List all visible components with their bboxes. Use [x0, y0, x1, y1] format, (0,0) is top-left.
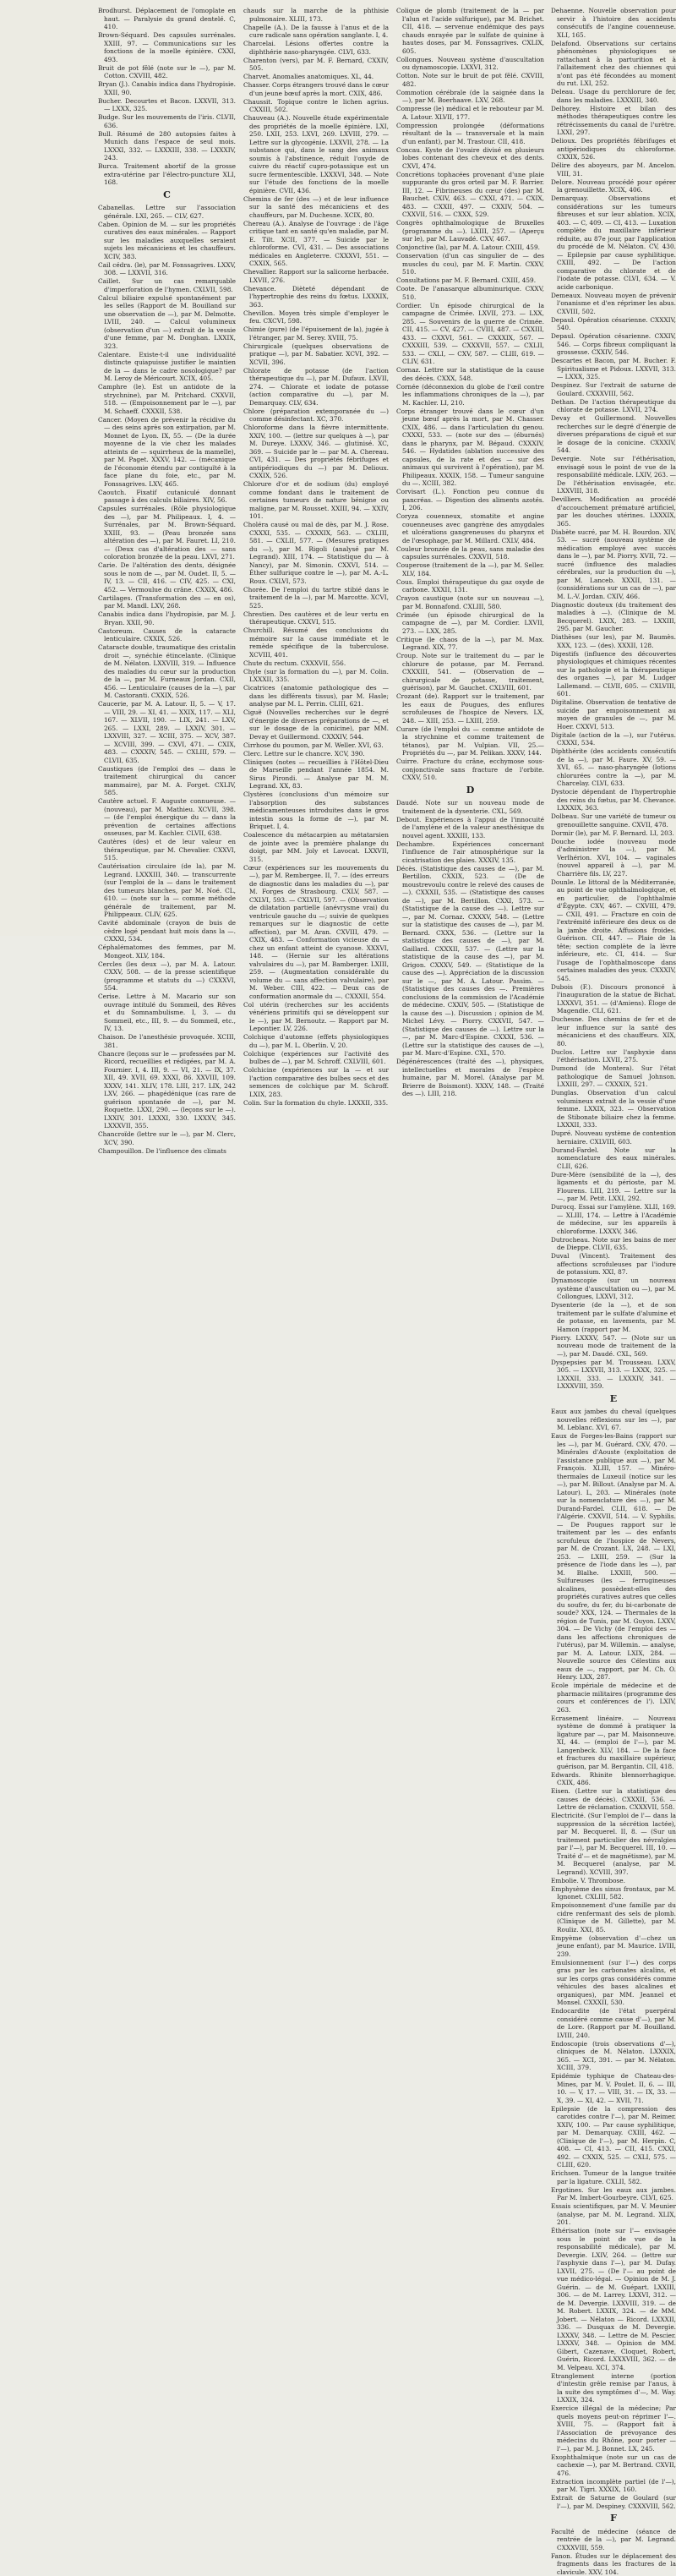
index-entry: Chevillon. Moyen très simple d'employer le feu. CXCVI, 598.	[243, 309, 389, 325]
index-entry: Delhorey. Histoire et bilan des méthodes thérapeutiques contre les rétrécissements du canal de l'urètre. LXXI, 297.	[551, 105, 676, 137]
index-entry: Conservation (d'un cas singulier de — des muscles du cou), par M. F. Martin. CXXV, 510.	[396, 252, 544, 276]
index-entry: Emulsionnement (sur l'—) des corps gras par les carbonates alcalins, et sur les corps gras considérés comme véhicules des bases alcalines et organiques), par MM. Jeannel et Monsel. CXXXII, 530.	[551, 1959, 676, 2007]
index-entry: Cœur (expériences sur les mouvements du —), par M. Rembergee. II, 7. — (des erreurs de diagnostic dans les maladies du —), par M. Forges de Strasbourg. CXLV, 587. — CXLVI, 593. — CXLVII, 597. — (Observation de dilatation partielle (anévrysme vrai) du ventricule gauche du —; suivie de quelques remarques sur le diagnostic de cette affection), par M. Aran. CXVIII, 479. — CXIX, 483. — Conformation vicieuse du — chez un enfant atteint de cyanose. XXXVI, 148. — (Hernie sur les altérations valvulaires du —), par M. Bamberger. LXIII, 259. — (Augmentation considérable du volume du — sans affection valvulaire), par M. Weber. CIII, 422. — Deux cas de conformation anormale du —. CXXXII, 554.	[243, 864, 389, 1001]
index-entry: Duclos. Lettre sur l'asphyxie dans l'éthérisation. LXVII, 275.	[551, 1048, 676, 1064]
index-entry: Eisen. (Lettre sur la statistique des causes de décès). CXXXII, 536. — Lettre de réclamation. CXXXVII, 558.	[551, 1787, 676, 1812]
index-entry: Congrès ophthalmologique de Bruxelles (programme du —). LXIII, 257. — (Aperçu sur le), par M. Lauvadé. CXV, 467.	[396, 219, 544, 243]
index-entry: Dubois (F.). Discours prononcé à l'inauguration de la statue de Bichat. LXXXVI, 351. — (d'Amiens). Éloge de Magendie. CLI, 621.	[551, 983, 676, 1015]
index-entry: Delore. Nouveau procédé pour opérer la grenouillette. XCIX, 406.	[551, 178, 676, 194]
index-entry: Caben. Opinion de M. — sur les propriétés curatives des eaux minérales. — Rapport sur les maladies auxquelles seraient sujets les mécaniciens et les chauffeurs. XCIV, 383.	[98, 221, 236, 261]
section-letter-e: E	[551, 1395, 676, 1403]
index-entry: Chrestien. Des cautères et de leur vertu en thérapeutique. CXXVI, 515.	[243, 610, 389, 626]
index-entry: Coalescence du métacarpien au métatarsien de jointe avec la première phalange du doigt, par MM. Joly et Lavocat. LXXVII, 315.	[243, 831, 389, 863]
index-entry: Chevance. Dièteté dépendant de l'hypertrophie des reins du fœtus. LXXXIX, 363.	[243, 285, 389, 309]
index-entry: Délire des aboyeurs, par M. Ancelon. VIII, 31.	[551, 161, 676, 178]
index-entry: Eaux de Forges-les-Bains (rapport sur les —), par M. Guérard. CXV, 470. — Minérales d'Aouste (exploitation de l'assistance publique aux —), par M. François. XLIII, 157. — Minéro-thermales de Luxeuil (notice sur les —), par M. Billout. (Analyse par M. A. Latour). L, 203. — Minérales (note sur la nomenclature des —), par M. Durand-Fardel. CLII, 618. — De l'Algérie. CXXVII, 514. — V. Syphilis. — De Pougues rapport sur le traitement par les — des enfants scrofuleux de l'hospice de Nevers, par M. de Crozant. LX, 248. — LXI, 253. — LXIII, 259. — (Sur la présence de l'iode dans les —), par M. Blalhe. LXXIII, 500. — Sulfureuses (les — ferrugineuses alcalines, possèdent-elles des propriétés curatives autres que celles du soufre, du fer, du bi-carbonate de soude? XXX, 124. — Thermales de la région de Tunis, par M. Guyon. LXXV, 304. — De Vichy (de l'emploi des — dans les affections chroniques de l'utérus), par M. Willemin. — analyse, par M. A. Latour. LXIX, 284. — Nouvelle source des Célestins aux eaux de —, rapport, par M. Ch. O. Henry. LXX, 287.	[551, 1432, 676, 1682]
index-entry: Diagnostic douteux (du traitement des maladies à —). (Clinique de M. Becquerel). LXIX, 283. — LXXIII, 295. par M. Gaucher.	[551, 601, 676, 633]
index-entry: Devilliers. Modification au procédé d'accouchement prématuré artificiel, par les douches utérines. LXXXIX, 365.	[551, 495, 676, 528]
index-entry: Colchique (expériences sur l'activité des bulbes de —), par M. Schroff. CXLVIII, 601.	[243, 1050, 389, 1066]
section-letter-d: D	[396, 786, 544, 795]
index-entry: Durand-Fardel. Note sur la nomenclature des eaux minérales. CLII, 626.	[551, 1146, 676, 1171]
index-entry: Electricité. (Sur l'emploi de l'— dans la suppression de la sécrétion lactée), par M. Becquerel. II, 8. — (Sur un traitement particulier des névralgies par l'—), par M. Becquerel. III, 10. — Traité d'— et de magnétisme), par M. M. Becquerel (analyse, par M. Legrand). XCVIII, 397.	[551, 1812, 676, 1876]
index-entry: Cerise. Lettre à M. Macario sur son ouvrage intitulé du Sommeil, des Rêves et du Somnambulisme. I, 3. — du Sommeil, etc., III, 9. — du Sommeil, etc., IV, 13.	[98, 993, 236, 1033]
index-entry: Ecrasement linéaire. — Nouveau système de dommé à pratiquer la ligature par —, par M. Maisonneuve. XI, 44. — (emploi de l'—), par M. Langenbeck. XLV, 184. — De la face et fractures du maxillaire supérieur, guérison, par M. Bergantin. CII, 418.	[551, 1715, 676, 1771]
index-entry: Chute du rectum. CXXXVII, 556.	[243, 659, 389, 668]
index-entry: Champouillon. De l'influence des climats	[98, 1147, 236, 1156]
index-entry: Dure-Mère (sensibilité de la —), des ligaments et du périoste, par M. Flourens. LIII, 219. — Lettre sur la —, par M. Petit. LXXI, 292.	[551, 1171, 676, 1203]
index-entry: Emphysème des sinus frontaux, par M. Ignonet. CXLIII, 582.	[551, 1885, 676, 1901]
index-entry: Epilepsie (de la compression des carotides contre l'—), par M. Reimer. XXIV, 100. — Par cause syphilitique, par M. Demarquay. CXIII, 462. — (Clinique de l'—), par M. Herpin. C, 408. — CI, 413. — CII, 415. CXXI, 492. — CXXIX, 525. — CXLI, 575. — CLIII, 620.	[551, 2105, 676, 2169]
index-entry: Charenton (vers), par M. F. Bernard, CXXIV, 505.	[243, 57, 389, 73]
index-entry: Conjonctive (la), par M. A. Latour. CXIII, 459.	[396, 243, 544, 252]
index-entry: Crozant (de). Rapport sur le traitement, par les eaux de Pougues, des enflures scrofuleuses de l'hospice de Nevers. LX, 248. — XIII, 253. — LXIII, 259.	[396, 692, 544, 725]
index-entry: Extrait de Saturne de Goulard (sur l'—), par M. Despiney. CXXXVIII, 562.	[551, 2494, 676, 2510]
index-entry: Chancroïde (lettre sur le —), par M. Clerc, XCV, 390.	[98, 1130, 236, 1146]
index-entry: Dolbeau. Sur une variété de tumeur ou grenouillette sanguine. CXVII, 478.	[551, 812, 676, 829]
index-entry: Edwards. Rhinite blennorrhagique. CXIX, 486.	[551, 1771, 676, 1787]
index-entry: Colin. Sur la formation du chyle. LXXXII, 335.	[243, 1099, 389, 1108]
index-entry: Crimée (un épisode chirurgical de la campagne de —), par M. Cordier. LXVII, 273. — LXX, 285.	[396, 611, 544, 636]
index-entry: Chlorate de potasse (de l'action thérapeutique du —), par M. Dufaux. LXVII, 274. — Chlorate et iodate de potasse (action comparative du —), par M. Demarquay. CLV, 634.	[243, 367, 389, 407]
index-entry: Digitale (action de la —), sur l'utérus. CXXXI, 534.	[551, 731, 676, 747]
index-entry: Eaux aux jambes du cheval (quelques nouvelles réflexions sur les —), par M. Leblanc. XVI, 67.	[551, 1408, 676, 1432]
index-entry: Piorry. LXXXV, 547. — (Note sur un nouveau mode de traitement de la —), par M. Daudé. CXL, 569.	[551, 1334, 676, 1359]
index-entry: Cicatrices (anatomie pathologique des — dans les différents tissus), par M. Hasle; analyse par M. L. Perrin. CLIII, 621.	[243, 684, 389, 708]
index-entry: Ciguë (Nouvelles recherches sur le degré d'énergie de diverses préparations de —, et sur le dosage de la conicine), par MM. Devay et Guillermond. CXXXIV, 544.	[243, 708, 389, 741]
index-entry: Chancre (leçons sur le — professées par M. Ricord, recueillies et rédigées, par M. A. Fournier. I, 4. III, 9. — VI, 21. — IX, 37. XII, 49. XVII, 69. XXXI, 86. XXVIII, 109. XXXV, 141. XLIV, 178. LIII, 217. LIX, 242 LXV, 266. — phagédénique (cas rare de guérison spontanée de —), par M. Roquette. LXXI, 290. — (leçons sur le —). LXXIV, 301. LXXXI, 330. LXXXV, 345. LXXXVII, 355.	[98, 1050, 236, 1130]
index-entry: Diabète sucré, par M. H. Bourdon. XIV, 53. — sucré (nouveau système de médication employé avec succès dans le —), par M. Piorry. XVII, 72. — sucré (influence des maladies cérébrales, sur la production du —), par M. Lanceb. XXXII, 131. — (considérations sur un cas de —), par M. L.-V. Jordan. CXIV, 466.	[551, 528, 676, 601]
index-entry: Céphalématomes des femmes, par M. Mongeot. XLV, 184.	[98, 943, 236, 960]
index-entry: chauds sur la marche de la phthisie pulmonaire. XLIII, 173.	[243, 7, 389, 23]
index-entry: Dystocie dépendant de l'hypertrophie des reins du fœtus, par M. Chevance. LXXXIX, 363.	[551, 788, 676, 812]
index-entry: Ergotines. Sur les eaux aux jambes. Par M. Imbert-Gourbeyre. CLVI, 625.	[551, 2186, 676, 2202]
index-entry: Depaul. Opération césarienne. CXXXIV, 540.	[551, 316, 676, 332]
index-entry: Canabis indica dans l'hydropisie, par M. J. Bryan. XXII, 90.	[98, 610, 236, 626]
index-entry: Epidémie typhique de Chateau-des-Mines, par M. V. Poulet. II, 6. — III, 10. — V, 17. — VIII, 31. — IX, 33. — X, 39. — XI, 42. — XVII, 71.	[551, 2072, 676, 2104]
index-entry: Choléra causé ou mal de dès, par M. J. Rose. CXXXI, 535. — CXXXIX, 563. — CXLIII, 581. — CXLII, 577. — (Mesures pratiques du —), par M. Rigoli (analysé par M. Legrand). XIII, 174. — Statistique du — à Nancy), par M. Simonin. CXXVI, 514. — Éther sulfurique contre le —), par M. A.-L. Roux. CXLVI, 573.	[243, 521, 389, 585]
index-entry: Couperose (traitement de la —), par M. Seller. XLV, 184.	[396, 561, 544, 577]
index-entry: Colchicine (expériences sur la — et sur l'action comparative des bulbes secs et des semences de colchique par M. Schroff. LXIX, 283.	[243, 1066, 389, 1098]
section-letter-c: C	[98, 191, 236, 200]
index-entry: Chemins de fer (des —) et de leur influence sur la santé des mécaniciens et des chauffeurs, par M. Duchesne. XCIX, 80.	[243, 195, 389, 220]
index-entry: Descartes et Bacon, par M. Bucher. F. Spiritualisme et Pidoux. LXXVII, 313. — LXXX, 325.	[551, 357, 676, 381]
index-entry: Depaul. Opération césarienne. CXXIV, 546. — Corps fibreux compliquant la grossesse. CXXIV, 546.	[551, 332, 676, 357]
index-entry: Cataracte double, traumatique des cristalin droit —, synéchie étincelante. (Clinique de M. Nélaton. LXXVIII, 319. — Influence des maladies du cœur sur la production de la —, par M. Furneaux Jordan. CXII, 456. — Lenticulaire (causes de la —), par M. Castoranti. CXXIX, 526.	[98, 643, 236, 700]
index-entry: Calcul biliaire expulsé spontanément par les selles (Rapport de M. Bouilland sur une observation de —), par M. Delmotte. LVIII, 240. — Calcul volumineux (observation d'un —) extrait de la vessie d'une femme, par M. Donghan. LXXIX, 323.	[98, 294, 236, 351]
index-entry: Dégénérescences (traité des —), physiques, intellectuelles et morales de l'espèce humaine, par M. Morel. (Analyse par M. Brierre de Boismont). XXXV, 148. — (Traité des —). LIII, 218.	[396, 1058, 544, 1098]
index-entry: Décès. (Statistique des causes de —), par M. Bertillon. CXXIX, 523. — (De de moustrevoulu contre le relevé des causes de —). CXXXII, 535. — (Statistique des causes de —), par M. Bertillon. CXXI, 573. — (Statistique de la cause des —). Lettre sur —, par M. Cornaz. CXXXV, 548. — (Lettre sur la statistique des causes de —), par M. Bernard. CXXX, 536. — (Lettre sur la statistique des causes de —), par M. Gaillard. CXXXII, 537. — (Lettre sur la statistique de la cause des —), par M. Grigon. CXXXV, 549. — (Statistique de la cause des —). Appréciation de la discussion sur le —, par M. A. Latour. Passim. — (Statistique des causes des —. Premières conclusions de la commission de l'Académie de médecine. CXXIV, 505. — (Statistique de la cause des —). Discussion ; opinion de M. Michel Lévy. — Piorry. CXXVII, 547. — (Statistique des causes de —). Lettre sur la —, par M. Marc-d'Espine. CXXXI, 536. — (Lettre sur la statistique des causes de —), par M. Marc-d'Espine. CXL, 570.	[396, 865, 544, 1058]
index-entry: Chloroforme dans la fièvre intermittente. XXIV, 100. — (lettre sur quelques à —), par M. Dureye. LXXXV, 346. — glutinisé. XC, 369. — Suicide par le — par M. A. Chereau. CVI, 431. — Des propriétés fébrifuges et antipériodiques du —) par M. Delioux. CXXIX, 526.	[243, 424, 389, 480]
index-entry: Dunglas. Observation d'un calcul volumineux extrait de la vessie d'une femme. LXXIX, 323. — Observation de Stibonate biliaire chez la femme. LXXXII, 333.	[551, 1089, 676, 1129]
index-entry: Chlore (préparation extemporanée du —) comme désinfectant. XC, 370.	[243, 407, 389, 424]
index-entry: Curare (de l'emploi du — comme antidote de la strychnine et comme traitement de tétanos), par M. Vulpian. VII, 25.— Propriétés du —, par M. Pelikan. XXXV, 144.	[396, 725, 544, 757]
index-entry: Burca. Traitement abortif de la grosse extra-utérine par l'électro-puncture XLI, 168.	[98, 162, 236, 187]
index-column-4	[551, 7, 676, 928]
index-entry: Cotton. Note sur le bruit de pot fêlé. CXVIII, 482.	[396, 72, 544, 88]
index-entry: Cercles (les deux —), par M. A. Latour. CXXV, 508. — de la presse scientifique (programme et statuts du —) CXXXVI, 554.	[98, 960, 236, 993]
index-entry: Corvisart (L.). Fonction peu connue du pancréas. — Digestion des aliments azotés. I, 206.	[396, 488, 544, 512]
index-entry: Chyle (sur la formation du —), par M. Colin. LXXXII, 335.	[243, 668, 389, 684]
index-entry: Cuirre. Fracture du crâne, ecchymose sous-conjonctivale sans fracture de l'orbite. CXXV, 510.	[396, 757, 544, 782]
index-entry: Chaussit. Topique contre le lichen agrius. CXXIII, 502.	[243, 98, 389, 114]
index-entry: Colique de plomb (traitement de la — par l'alun et l'acide sulfurique), par M. Brichet. CII, 418. — servenue endémique des pays chauds enrayée par le sulfate de quinine à hautes doses, par M. Fonssagrives. CXLIX, 605.	[396, 7, 544, 55]
index-entry: Critique (le chaos de la —), par M. Max. Legrand. XIX, 77.	[396, 636, 544, 652]
index-entry: Chauveau (A.). Nouvelle étude expérimentale des propriétés de la moelle épinière. LXI, 250. LXII, 253. LXVI, 269. LXVIII, 279. — Lettre sur la glycogénie. LXXVII, 278. — La substance qui, dans le sang des animaux soumis à l'abstinence, réduit l'oxyde de cuivre du réactif cupro-potassique est un sucre fermentescible. LXXXVI, 348. — Note sur l'étude des fonctions de la moelle épinière. CVII, 436.	[243, 114, 389, 194]
index-entry: Dehaenne. Nouvelle observation pour servir à l'histoire des accidents consécutifs de l'angine couenneuse. XLI, 165.	[551, 7, 676, 39]
index-entry: Chapelle (A.). De la fausse à l'anus et de la cure radicale sans opération sanglante. I, 4.	[243, 24, 389, 40]
index-entry: Brodhurst. Déplacement de l'omoplate en haut. — Paralysie du grand dentelé. C, 410.	[98, 7, 236, 31]
index-entry: Collongues. Nouveau système d'auscultation ou dynamoscopie. LXXVI, 312.	[396, 56, 544, 72]
index-entry: Caoutch. Fixatif cutaniculé donnant passage à des calculs biliaires. XIV, 56.	[98, 489, 236, 505]
index-entry: Brown-Séquard. Des capsules surrénales. XXIII, 97. — Communications sur les fonctions de la moelle épinière. CXXI, 493.	[98, 31, 236, 63]
index-entry: Debout. Expériences à l'appui de l'innocuité de l'amylène et de la valeur anesthésique du nouvel agent. XXXIII, 133.	[396, 816, 544, 840]
index-entry: Deleau. Usage du perchlorure de fer, dans les maladies. LXXXIII, 340.	[551, 88, 676, 104]
index-entry: Fanon. Études sur le déplacement des fragments dans les fractures de la clavicule. XXV, 104.	[551, 2552, 676, 2576]
index-entry: Cautères (des) et de leur valeur en thérapeutique, par M. Chevalier. CXXVI, 515.	[98, 838, 236, 862]
index-entry: Crayon caustique (note sur un nouveau —), par M. Bonnafond. CXLIII, 580.	[396, 594, 544, 610]
index-entry: Concrétions tophacées provenant d'une plaie suppurante du gros orteil par M. F. Barrier. III, 12. — Fibrineuses du cœur (des) par M. Bauchet. CXIV, 463. — CXXI, 471. — CXIX, 483. — CXXII, 497. — CXXIV, 504. — CXXVII, 516. — CXXX, 529.	[396, 171, 544, 219]
index-entry: Devay et Guillermond. Nouvelles recherches sur le degré d'énergie de diverses préparations de ciguë et sur le dosage de la conicine. CXXXIV, 544.	[551, 414, 676, 455]
index-entry: Caillet. Sur un cas remarquable d'imperforation de l'hymen. CXLVII, 598.	[98, 277, 236, 293]
index-entry: Cancer. (Moyen de prévenir la récidive du — des seins après son extirpation, par M. Monnet de Lyon. IX, 55. — (De la durée moyenne de la vie chez les malades atteints de — squirrheux de la mamelle), par M. Paget. XXXV, 142. — (mécanique de l'économie étendu par contiguïté à la face plane du foie, etc., par M. Fonssagrives. LXV, 465.	[98, 416, 236, 489]
index-entry: Digitaline. Observation de tentative de suicide par empoisonnement au moyen de granules de —, par M. Hoer. CXXVI, 513.	[551, 698, 676, 730]
index-entry: Despinez. Sur l'extrait de saturne de Goulard. CXXXVIII, 562.	[551, 381, 676, 397]
index-entry: Exercice illégal de la médecine; Par quels moyens peut-on réprimer l'—. XVIII, 75. — (Rapport fait à l'Association de prévoyance des médecins du Rhône, pour porter — l'—), par M. J. Bonnet. LX, 245.	[551, 2404, 676, 2453]
index-entry: Dyspepsies par M. Trousseau. LXXV, 305. — LXXVII, 313. — LXXX, 325. — LXXXII, 333. — LXXXIV, 341. — LXXXVIII, 359.	[551, 1359, 676, 1391]
index-entry: Bucher. Decourtes et Bacon. LXXVII, 313. — LXXX, 325.	[98, 97, 236, 113]
index-entry: Empyème (observation d'—chez un jeune enfant), par M. Maurice. LVIII, 239.	[551, 1934, 676, 1959]
index-entry: Colchique d'automne (effets physiologiques du —), par M. L. Oberlin. V, 20.	[243, 1033, 389, 1049]
index-entry: Etranglement interne (portion d'intestin grêle remise par l'anus, à la suite des symptômes d'—, M. Way. LXXIX, 324.	[551, 2372, 676, 2404]
index-entry: Cordier. Un épisode chirurgical de la campagne de Crimée. LXVII, 273. — LXX, 285. — Souvenirs de la guerre de Crimée. CII, 415. — CV, 427. — CVIII, 487. — CXXIII, 433. — CXXVI, 561. — CXXXIX, 567. — CXXXIII, 539. — CXXXVII, 557. — CXLII, 533. — CXLI, — CXV, 587. — CLIII, 619. — CLIV, 631.	[396, 302, 544, 366]
index-entry: Cautérisation circulaire (de la), par M. Legrand. LXXXIII, 340. — transcurrente (sur l'emploi de la — dans le traitement des tumeurs blanches, par M. Noé. CL, 610. — (note sur la — comme méthode générale de traitement, par M. Philippeaux. CLIV, 625.	[98, 862, 236, 919]
index-entry: Chasser. Corps étrangers trouvé dans le cœur d'un jeune bœuf après la mort. CXIX, 486.	[243, 81, 389, 97]
index-entry: Cornée (déconnexion du globe de l'œil contre les inflammations chroniques de la —), par M. Kachler. LI, 210.	[396, 383, 544, 407]
index-entry: Charvet. Anomalies anatomiques. XL, 44.	[243, 73, 389, 81]
index-entry: Capsules surrénales. (Rôle physiologique des —), par M. Philipeaux. I, 4. — Surrénales, par M. Brown-Séquard. XXIII, 93. — (Peau bronzée sans altération des —), par M. Fauret. LI, 210. — (Deux cas d'altération des — sans coloration bronzée de la peau. LXVI, 271.	[98, 505, 236, 561]
index-entry: Dynamoscopie (sur un nouveau système d'auscultation ou —), par M. Collongues, LXXVI, 312.	[551, 1277, 676, 1301]
index-entry: Endocardite (de l'état puerpéral considéré comme cause d'—), par M. de Lore. (Rapport par M. Bouilland. LVIII, 240.	[551, 2007, 676, 2039]
index-entry: Caucerie, par M. A. Latour. II, 5. — V, 17. — VIII, 29. — XI, 41. — XXIX, 117. — XLI, 167. — XLVII, 190. — LIX, 241. — LXV, 265. — LXXI, 289. — LXXIV, 301. — LXXVIII, 327. — XCIII, 375. — XCV, 387. — XCVIII, 399. — CXVI, 471. — CXIX, 483. — CXXXIV, 545. — CXLIII, 579. — CLVII, 635.	[98, 700, 236, 764]
index-entry: Faculté de médecine (séance de rentrée de la —), par M. Legrand. CXXXVIII, 559.	[551, 2528, 676, 2552]
index-entry: Delafond. Observations sur certains phénomènes physiologiques se rattachant à la parturition et à l'allaitement chez des chiennes qui n'ont pas été fécondées au moment du rut. LXI, 252.	[551, 40, 676, 88]
index-entry: Extraction incomplète partiel (de l'—), par M. Tigri. XXXIX, 160.	[551, 2478, 676, 2494]
index-entry: Dounle. Le littoral de la Méditerranée, au point de vue ophthalmologique, et en particulier, de l'ophthalmie d'Égypte. CXV, 467. — CXVIII, 479. — CXII, 491. — Fracture en coin de l'extrémité inférieure des deux os de la jambe droite. Affusions froides. Guérison. CII, 447. — Plaie de la tête; section complète de la lèvre inférieure, etc. CI, 414. — Sur l'usage de l'ophthalmoscope dans certaines maladies des yeux. CXXXIV, 545.	[551, 878, 676, 983]
index-entry: Churchill. Résumé des conclusions du mémoire sur la cause immédiate et le remède spécifique de la tuberculose. XCVIII, 401.	[243, 626, 389, 659]
index-entry: Couleur bronzée de la peau, sans maladie des capsules surrénales. CXXVII, 518.	[396, 545, 544, 561]
index-entry: Chlorure d'or et de sodium (du) employé comme fondant dans le traitement de certaines tumeurs de nature bénigne ou maligne, par M. Rousset. XXIII, 94. — XXIV, 101.	[243, 480, 389, 521]
index-entry: Demarquay. Observations et considérations sur les tumeurs fibreuses et sur leur ablation. XCIX, 403. — C, 409. — CI, 413. — Luxation complète du maxillaire inférieur réduite, au 87e jour, par l'application du procédé de M. Nélaton. CV, 430. — Epilepsie par cause syphilitique. CXIII, 492. — De l'action comparative du chlorate et de l'iodate de potasse. CLVI, 634. — V. acide carbonique.	[551, 194, 676, 291]
index-entry: Duval (Vincent). Traitement des affections scrofuleuses par l'iodure de potassium. XXI, 87.	[551, 1252, 676, 1277]
index-entry: Compresse (le) médical et le rebouteur par M. A. Latour. XLVII, 177.	[396, 105, 544, 121]
index-entry: Durocq. Essai sur l'amylène. XLII, 169. — XLIII, 174. — Lettre à l'Académie de médecine, sur les appareils à chloroforme. LXXXV, 346.	[551, 1203, 676, 1235]
index-entry: Essais scientifiques, par M. V. Meunier (analyse, par M. M. Legrand. XLIX, 201.	[551, 2202, 676, 2227]
index-entry: Embolie. V. Thrombose.	[551, 1877, 676, 1885]
index-entry: Cartilages. (Transformation des — en os), par M. Mandl. LXV, 268.	[98, 594, 236, 610]
index-entry: Chaison. De l'anesthésie provoquée. XCIII, 381.	[98, 1033, 236, 1049]
index-entry: Budge. Sur les mouvements de l'iris. CLVII, 636.	[98, 113, 236, 129]
index-entry: Dethan. De l'action thérapeutique du chlorate de potasse. LXVII, 274.	[551, 398, 676, 414]
index-page	[0, 0, 676, 936]
index-entry: Bryan (J.). Canabis indica dans l'hydropisie. XXII, 90.	[98, 80, 236, 96]
index-entry: Cous. Emploi thérapeutique du gaz oxyde de carbone. XXXII, 131.	[396, 578, 544, 594]
index-entry: Dechambre. Expériences concernant l'influence de l'air atmosphérique sur la cicatrisation des plaies. XXXIV, 135.	[396, 840, 544, 865]
index-entry: Dormir (le), par M. F. Bernard. LI, 203.	[551, 829, 676, 838]
index-entry: Duchesne. Des chemins de fer et de leur influence sur la santé des mécaniciens et des chauffeurs. XIX, 80.	[551, 1015, 676, 1047]
index-entry: Chirurgicale (quelques observations de pratique —), par M. Sabatier. XCVI, 392. — XCVII, 396.	[243, 342, 389, 367]
index-entry: Col utérin (recherches sur les accidents vénériens primitifs qui se développent sur le —), par M. Bernoutz. — Rapport par M. Lepontier. LV, 226.	[243, 1001, 389, 1033]
index-entry: Compression prolongée (déformations résultant de la — transversale et la main d'un enfant), par M. Trastour. CII, 418.	[396, 122, 544, 146]
index-entry: Dysenterie (de la —), et de son traitement par le sulfate d'alumine et de potasse, en lavements, par M. Hamon (rapport par M.	[551, 1301, 676, 1333]
index-entry: Cornaz. Lettre sur la statistique de la cause des décès. CXXX, 548.	[396, 366, 544, 382]
index-entry: Delioux. Des propriétés fébrifuges et antipériodiques du chloroforme. CXXIX, 526.	[551, 137, 676, 161]
index-entry: Bruit de pot fêlé (note sur le —), par M. Cotton. CXVIII, 482.	[98, 64, 236, 80]
index-entry: Concau. Kyste de l'ovaire divisé en plusieurs lobes contenant des cheveux et des dents. CXVI, 474.	[396, 146, 544, 171]
index-entry: Dupré. Nouveau système de contention herniaire. CXLVIII, 603.	[551, 1129, 676, 1146]
section-letter-f: F	[551, 2514, 676, 2523]
index-entry: Endoscopie (trois observations d'—), cliniques de M. Nélaton. LXXXIX, 365. — XCI, 391. — par M. Nélaton. XCIII, 379.	[551, 2040, 676, 2072]
index-entry: Commotion cérébrale (de la saignée dans la —), par M. Boerhaave. LXV, 268.	[396, 89, 544, 105]
index-entry: Exophthalmique (note sur un cas de cachexie —), par M. Bertrand. CXVII, 476.	[551, 2453, 676, 2478]
index-entry: Calentare. Existe-t-il une individualité distincte quiapuisse justifier le maintien de la — dans le cadre nosologique? par M. Leroy de Méricourt. XCIX, 405.	[98, 351, 236, 383]
index-entry: Diphthérite (des accidents consécutifs de la —), par M. Faure. XV, 59. — XVI, 65. — naso-pharyngée (lotions chlorurées contre la —), par M. Charcelay. CLVI, 633.	[551, 747, 676, 788]
index-entry: Corps étranger trouvé dans le cœur d'un jeune bœuf après la mort, par M. Chasser. CXIX, 486. — dans l'articulation du genou. CXXXI, 533. — (note sur des — (éburnés) dans le pharynx, par M. Bépaud. CXXXIV, 546. — Hydatides (ablation successive des capsules, de la rate et des — sur des animaux qui survivent à l'opération), par M. Philipeaux. XXXIX, 158. — Tumeur sanguine du —. XCIII, 382.	[396, 407, 544, 488]
index-column-1	[98, 7, 236, 928]
index-entry: Caustiques (de l'emploi des — dans le traitement chirurgical du cancer mammaire), par M. A. Forget. CXLIV, 585.	[98, 765, 236, 797]
index-entry: Chorée. De l'emploi du tartre stibié dans le traitement de la —), par M. Marcotte. XCVI, 525.	[243, 586, 389, 610]
index-entry: Douche iodée (nouveau mode d'administrer la —), par M. Verlhérion. XVI, 104. — vaginales (nouvel appareil à —), par M. Charrière fils. LV, 227.	[551, 838, 676, 878]
index-entry: Erichsen. Tumeur de la langue traitée par la ligature. CXLII, 582.	[551, 2169, 676, 2185]
index-entry: Devergie. Note sur l'éthérisation, envisagé sous le point de vue de la responsabilité médicale. LXIV, 263. — De l'éthérisation envisagée, etc. LXXVIII, 318.	[551, 455, 676, 495]
index-entry: Dumond (de Montera). Sur l'état pathologique de Samuel Johnson. LXXIII, 297. — CXXXIX, 521.	[551, 1064, 676, 1089]
index-entry: Dutrocheau. Note sur les bains de mer de Dieppe. CLVII, 635.	[551, 1236, 676, 1252]
index-entry: Cavité abdominale (crayon de buis de cèdre logé pendant huit mois dans la —. CXXXI, 534.	[98, 919, 236, 943]
index-entry: Cliniques (notes — recueillies à l'Hôtel-Dieu de Marseille pendant l'année 1854. M. Sirus Pirondi. — Analyse par M. M. Legrand. XX, 83.	[243, 758, 389, 790]
index-entry: Consultations par M. F. Bernard. CXIII, 459.	[396, 276, 544, 285]
index-entry: Camphre (le). Est un antidote de la strychnine), par M. Pritchard. CXXVII, 518. — (Empoisonnement par le —), par M. Schaeff. CXXXII, 538.	[98, 383, 236, 415]
index-entry: Carie. De l'altération des dents, désignée sous le nom de —, par M. Oudet. II, 5. — IV, 13. — CII, 416. — CIV, 425. — CXI, 452. — Vermoulue du crâne. CXXIX, 486.	[98, 561, 236, 593]
index-entry: Éthérisation (note sur l'— envisagée sous le point de vue de la responsabilité médicale), par M. Devergie. LXIV, 264. — (lettre sur l'asphyxie dans l'—), par M. Dufay. LXVII, 275. — (De l'— au point de vue médico-légal. — Opinion de M. J. Guérin. — de M. Guépart. LXXIII, 306. — de M. Larrey. LXXVI, 312. — de M. Devergie. LXXVIII, 319. — de M. Robert. LXXIX, 324. — de MM. Jobert. — Nélaton — Ricord. LXXXII, 336. — Dusquax de M. Devergie. LXXXV, 348. — Lettre de M. Pescier. LXXXV, 348. — Opinion de MM. Gibert, Cazenave, Cloquet, Robert, Guérin, Ricord. LXXXVIII, 362. — de M. Velpeau. XCI, 374.	[551, 2227, 676, 2371]
index-entry: Diathèses (sur les), par M. Baumès. XXX, 123. — (des). XXXII, 128.	[551, 633, 676, 649]
index-entry: Croup. Note sur le traitement du — par le chlorure de potasse, par M. Ferrand. CXXXIII, 541. — (Observation de — chirurgicale de potasse, traitement, guérison), par M. Gauchet. CXLVIII, 601.	[396, 652, 544, 692]
index-entry: Coryza couenneux, stomatite et angine couenneuses avec gangrène des amygdales et ulcérations gangreneuses du pharynx et de l'œsophage, par M. Millard. CXLV, 484.	[396, 512, 544, 544]
index-entry: Demeaux. Nouveau moyen de prévenir l'onanisme et d'en réprimer les abus. CXVIII, 502.	[551, 292, 676, 316]
index-entry: Ecole impériale de médecine et de pharmacie militaires (programme des cours et conférences de l'). LXIV, 263.	[551, 1682, 676, 1714]
index-entry: Cirrhose du poumon, par M. Weller. XVI, 63.	[243, 741, 389, 750]
index-entry: Castoreum. Causes de la cataracte lenticulaire. CXXIX, 526.	[98, 627, 236, 643]
index-entry: Chevallier. Rapport sur la salicorne herbacée. LXVII, 276.	[243, 268, 389, 284]
index-entry: Chereau (A.). Analyse de l'ouvrage : de l'âge critique tant en santé qu'en maladie, par M. E. Tilt. XCII, 377. — Suicide par le chloroforme. CVI, 431. — Des associations médicales en Angleterre. CXXXVI, 551. — CXXIX, 565.	[243, 220, 389, 268]
index-column-2	[243, 7, 389, 928]
index-entry: Clerc. Lettre sur le chancre. XCV, 390.	[243, 750, 389, 758]
index-entry: Daudé. Note sur un nouveau mode de traitement de la dysenterie. CXL, 569.	[396, 799, 544, 815]
index-entry: Cautère actuel. F. Auguste connueuse. — (nouveau), par M. Mathieu. XCVII, 398. — (de l'emploi énergique du — dans la prévention de certaines affections osseuses, par M. Kachler. CLVII, 638.	[98, 797, 236, 838]
index-entry: Charcelai. Lésions offertes contre la diphthérie naso-pharyngée. CLVI, 633.	[243, 40, 389, 56]
index-entry: Empoisonnement d'une famille par du cidre renfermant des sels de plomb. (Clinique de M. Gillette), par M. Rouliz. XXI, 85.	[551, 1901, 676, 1933]
index-entry: Coote. De l'anasarque albuminurique. CXXV, 510.	[396, 285, 544, 301]
index-column-3	[396, 7, 544, 928]
index-entry: Cabanellas. Lettre sur l'association générale. LXI, 265. — CLV, 627.	[98, 204, 236, 220]
index-entry: Digestifs (influence des découvertes physiologiques et chimiques récentes sur la pathologie et la thérapeutique des organes —), par M. Ludger Lallemand. — CLVII, 605. — CXLVIII, 601.	[551, 650, 676, 698]
index-entry: Clystères (conclusions d'un mémoire sur l'absorption des substances médicamenteuses introduites dans le gros intestin sous la forme de —), par M. Briquet. I, 4.	[243, 790, 389, 831]
index-entry: Cail cédra. (le), par M. Fonssagrives. LXXV, 308. — LXXVII, 316.	[98, 261, 236, 277]
index-entry: Bull. Résumé de 280 autopsies faites à Munich dans l'espace de seul mois. LXXXI, 332. — LXXXIII, 338. — LXXXIV, 243.	[98, 130, 236, 162]
index-entry: Chimie (pure) (de l'épuisement de la), jugée à l'étranger, par M. Serey. XVIII, 75.	[243, 325, 389, 342]
